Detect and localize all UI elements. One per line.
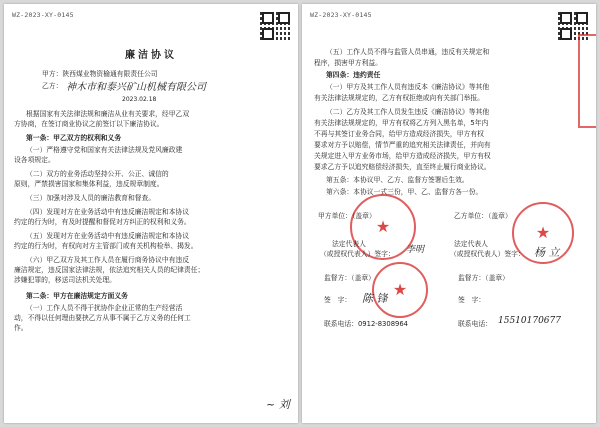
agreement-page-1 xyxy=(4,4,298,423)
section1-line: 约定的行为时，有及时提醒和督促对方纠正的权利和义务。 xyxy=(14,218,191,226)
sign-a-label: 签 字： xyxy=(324,296,352,304)
section1-line: （六）甲乙双方及其工作人员在履行商务协议中有违反 xyxy=(26,256,190,264)
section1-line: 廉洁规定，违反国家法律法规，依法追究相关人员的纪律责任； xyxy=(14,266,205,274)
party-b-unit-label: 乙方单位：（盖章） xyxy=(454,212,512,220)
section1-line: （一）严格遵守党和国家有关法律法规及党风廉政建 xyxy=(26,146,183,154)
section1-line: 设各项规定。 xyxy=(14,156,55,164)
section2-line: 作。 xyxy=(14,324,28,332)
section1-line: 约定的行为时，有权向对方主管部门或有关机构检举、揭发。 xyxy=(14,242,198,250)
clause-line: 第六条：本协议一式三份，甲、乙、监督方各一份。 xyxy=(326,188,483,196)
clause-line: 有关法律法规规定的，乙方有权拒绝或向有关部门举报。 xyxy=(314,94,484,102)
phone-b-label: 联系电话： xyxy=(458,320,492,328)
section1-line: 涉嫌犯罪的，移送司法机关处理。 xyxy=(14,276,116,284)
party-b-rep-signature: 杨 立 xyxy=(534,246,560,259)
clause-line: （二）乙方及其工作人员发生违反《廉洁协议》等其他 xyxy=(326,108,490,116)
party-b-handwritten: 神木市和泰兴矿山机械有限公司 xyxy=(66,82,206,93)
party-a-unit-label: 甲方单位：（盖章） xyxy=(318,212,376,220)
document-number: WZ-2023-XY-0145 xyxy=(310,11,372,19)
party-a-rep-label: 法定代表人 xyxy=(332,240,366,248)
clause-line: 程序，损害甲方利益。 xyxy=(314,59,382,67)
supervisor-b-label: 监督方：（盖章） xyxy=(458,274,509,282)
clause-line: 不再与其签订业务合同，给甲方造成经济损失，甲方有权 xyxy=(314,130,484,138)
clause-line: 要求乙方予以追究赔偿经济损失，直至终止履行商业协议。 xyxy=(314,163,491,171)
clause-line: （五）工作人员不得与监管人员串通，违反有关规定和 xyxy=(326,48,490,56)
party-a-line: 甲方：陕西煤业物资榆通有限责任公司 xyxy=(42,70,158,78)
section1-line: （三）加强对涉及人员的廉洁教育和督查。 xyxy=(26,194,156,202)
phone-a: 联系电话：0912-8308964 xyxy=(324,320,409,328)
clause-line: （一）甲方及其工作人员有违反本《廉洁协议》等其他 xyxy=(326,83,490,91)
star-icon: ★ xyxy=(375,217,391,236)
party-a-rep-label-2: （或授权代表人）签字： xyxy=(320,250,395,258)
section-heading-2: 第二条：甲方在廉洁规定方面义务 xyxy=(26,292,128,300)
page-title: 廉洁协议 xyxy=(125,50,177,61)
party-b-rep-label-2: （或授权代表人）签字： xyxy=(450,250,525,258)
clause-line: 第五条：本协议甲、乙方、监督方签署后生效。 xyxy=(326,176,469,184)
phone-b-handwritten: 15510170677 xyxy=(498,316,561,326)
section2-line: （一）工作人员不得干扰协作企业正常的生产经营活 xyxy=(26,304,183,312)
qr-code xyxy=(260,10,290,40)
clause-line: 要求对方予以赔偿，情节严重的追究相关法律责任，并向有 xyxy=(314,141,491,149)
section-heading-1: 第一条：甲乙双方的权利和义务 xyxy=(26,134,122,142)
star-icon: ★ xyxy=(535,223,551,242)
section1-line: （四）发现对方在业务活动中有违反廉洁规定和本协议 xyxy=(26,208,190,216)
document-number: WZ-2023-XY-0145 xyxy=(12,11,74,19)
perforation-seal xyxy=(578,34,596,128)
clause-line: 关规定进入甲方业务市场，给甲方造成经济损失，甲方有权 xyxy=(314,152,491,160)
party-a-rep-signature: 李明 xyxy=(406,245,425,255)
supervisor-a-signature: 陈 锋 xyxy=(362,292,388,305)
clause-heading: 第四条：违约责任 xyxy=(326,71,381,79)
star-icon: ★ xyxy=(392,280,408,299)
supervisor-a-label: 监督方：（盖章） xyxy=(324,274,375,282)
party-b-label: 乙方： xyxy=(42,82,63,90)
intro-line-1: 根据国家有关法律法规和廉洁从业有关要求，经甲乙双 xyxy=(26,110,190,118)
party-b-rep-label: 法定代表人 xyxy=(454,240,488,248)
section2-line: 动，不得以任何理由要挟乙方从事不属于乙方义务的任何工 xyxy=(14,314,191,322)
page-initials: ~ 刘 xyxy=(266,398,290,411)
section1-line: （五）发现对方在业务活动中有违反廉洁规定和本协议 xyxy=(26,232,190,240)
section1-line: （二）双方的业务活动坚持公开、公正、诚信的 xyxy=(26,170,169,178)
clause-line: 有关法律法规规定的，甲方有权将乙方列入黑名单，5年内 xyxy=(314,119,489,127)
section1-line: 原则，严禁损害国家和集体利益，违反规章制度。 xyxy=(14,180,164,188)
intro-line-2: 方协商，在签订商业协议之前签订以下廉洁协议。 xyxy=(14,120,164,128)
agreement-date: 2023.02.18 xyxy=(122,96,157,103)
sign-b-label: 签 字： xyxy=(458,296,486,304)
agreement-page-2 xyxy=(302,4,596,423)
